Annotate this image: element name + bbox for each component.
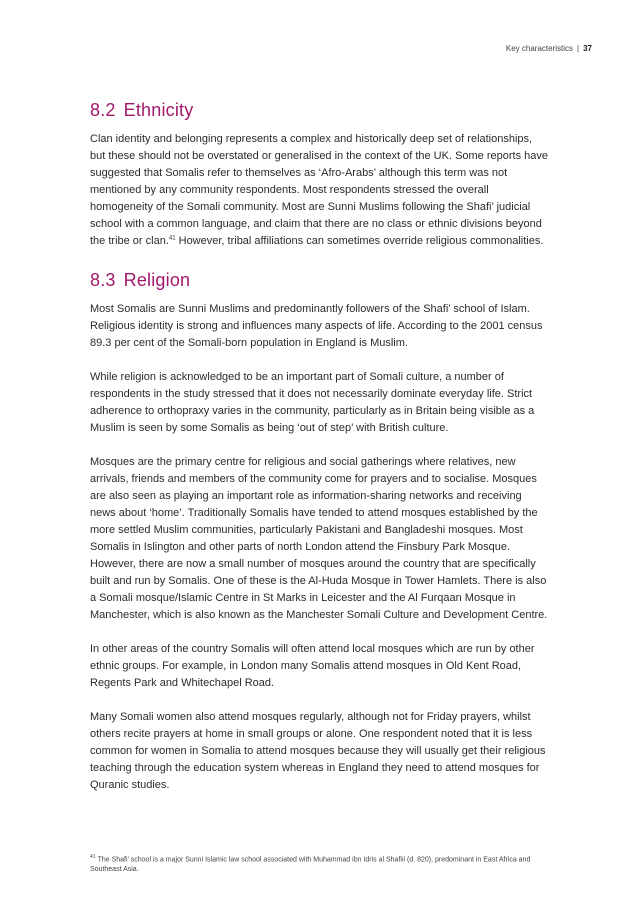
running-header [506, 44, 592, 53]
header-section-title: Key characteristics [505, 44, 574, 53]
heading-religion [90, 270, 550, 291]
section-title-religion: Religion [123, 270, 191, 290]
section-number-ethnicity: 8.2 [90, 100, 116, 120]
footnote-text: The Shafi’ school is a major Sunni Islamic law school associated with Muhammad ibn Idris al Shafiii (d. 820), predominant in East Africa and Southeast Asia. [90, 856, 531, 874]
header-separator: | [577, 44, 580, 53]
footnote [90, 852, 560, 875]
religion-paragraph-1: Most Somalis are Sunni Muslims and predominantly followers of the Shafi’ school of Islam. Religious identity is strong and influences many aspects of life. According to the 2001 census 89.3 per cent of the Somali-born population in England is Muslim. [90, 303, 543, 349]
footnote-reference: 41 [168, 235, 176, 242]
ethnicity-text: Clan identity and belonging represents a complex and historically deep set of relationships, but these should not be overstated or generalised in the context of the UK. Some reports have suggested that Somalis refer to themselves as ‘Afro-Arabs’ although this term was not mentioned by any community respondents. Most respondents stressed the overall homogeneity of the Somali community. Most are Sunni Muslims following the Shafi’ judicial school with a common language, and claim that there are no class or ethnic divisions beyond the tribe or clan. [90, 133, 549, 247]
main-content [90, 100, 550, 794]
section-number-religion: 8.3 [90, 270, 116, 290]
footnote-mark: 41 [90, 854, 96, 860]
religion-paragraph-2: While religion is acknowledged to be an important part of Somali culture, a number of respondents in the study stressed that it does not necessarily dominate everyday life. Strict adherence to orthopraxy varies in the community, particularly as in Britain being visible as a Muslim is seen by some Somalis as being ‘out of step’ with British culture. [90, 371, 535, 434]
page-number: 37 [583, 44, 592, 53]
heading-ethnicity [90, 100, 550, 121]
ethnicity-text-tail: However, tribal affiliations can sometimes override religious commonalities. [175, 235, 544, 247]
religion-paragraph-5: Many Somali women also attend mosques regularly, although not for Friday prayers, whilst others recite prayers at home in small groups or alone. One respondent noted that it is less common for women in Somalia to attend mosques because they will usually get their religious teaching through the education system whereas in England they need to attend mosques for Quranic studies. [90, 711, 546, 791]
paragraph-ethnicity [90, 131, 550, 250]
section-title-ethnicity: Ethnicity [123, 100, 194, 120]
religion-paragraph-4: In other areas of the country Somalis will often attend local mosques which are run by other ethnic groups. For example, in London many Somalis attend mosques in Old Kent Road, Regents Park and Whitechapel Road. [90, 643, 535, 689]
religion-paragraph-3: Mosques are the primary centre for religious and social gatherings where relatives, new arrivals, friends and members of the community come for prayers and to socialise. Mosques are also seen as playing an important role as information-sharing networks and receiving news about ‘home’. Traditionally Somalis have tended to attend mosques established by the more settled Muslim communities, particularly Pakistani and Bangladeshi mosques. Most Somalis in Islington and other parts of north London attend the Finsbury Park Mosque. However, there are now a small number of mosques around the country that are specifically built and run by Somalis. One of these is the Al-Huda Mosque in Tower Hamlets. There is also a Somali mosque/Islamic Centre in St Marks in Leicester and the Al Furqaan Mosque in Manchester, which is also known as the Manchester Somali Culture and Development Centre. [90, 456, 548, 621]
